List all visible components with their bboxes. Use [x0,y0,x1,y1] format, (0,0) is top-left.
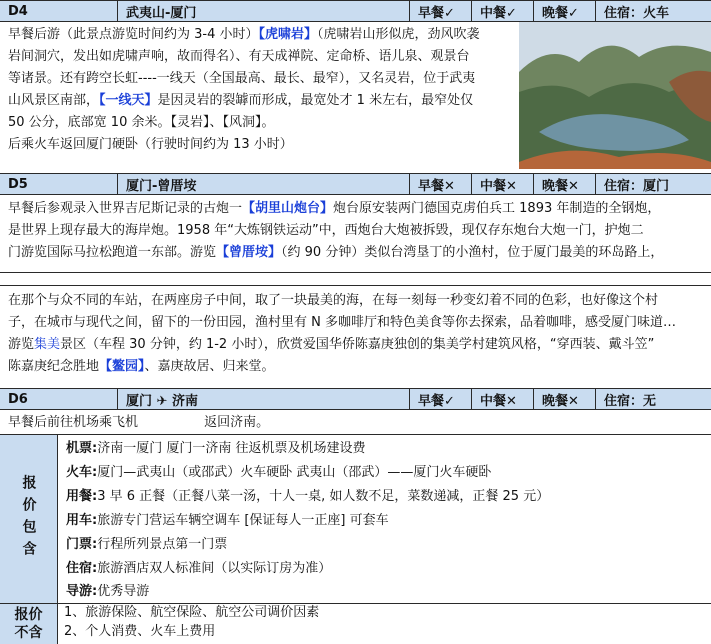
dinner-cell: 晚餐✓ [534,1,596,21]
text-line: 50 公分，底部宽 10 余米。【灵岩】、【风洞】。 [8,115,275,130]
text-line: 是世界上现存最大的海岸炮。1958 年“大炼钢铁运动”中，西炮台大炮被拆毁，现仅存东炮台大炮一门，护炮二 [8,223,644,238]
day-label: D4 [0,1,118,21]
dinner-cell: 晚餐✕ [534,389,596,409]
scenery-photo [519,22,711,169]
lunch-cell: 中餐✓ [472,1,534,21]
page-break [0,272,711,286]
excludes-row: 1、旅游保险、航空保险、航空公司调价因素 [64,605,320,620]
lunch-cell: 中餐✕ [472,389,534,409]
dinner-cell: 晚餐✕ [534,174,596,194]
day6-description: 早餐后前往机场乘飞机 返回济南。 [8,415,270,430]
stay-cell: 住宿：厦门 [604,178,670,194]
route-label: 厦门-曾厝垵 [118,174,410,194]
day-label: D5 [0,174,118,194]
attraction-link[interactable]: 【一线天】 [99,93,158,108]
mountain-river-image [519,22,711,169]
text-line: 岩间洞穴，发出如虎啸声响，故而得名）、有天成禅院、定命桥、语儿泉、观景台 [8,49,470,64]
includes-row: 导游:优秀导游 [66,584,150,599]
lunch-cell: 中餐✕ [472,174,534,194]
text-line: 早餐后游（此景点游览时间约为 3-4 小时）【虎啸岩】（虎啸岩山形似虎，劲风吹袭 [8,27,480,42]
text-line: 早餐后参观录入世界吉尼斯记录的古炮一【胡里山炮台】炮台原安装两门德国克虏伯兵工 1893 年制造的全钢炮， [8,201,661,216]
breakfast-cell: 早餐✓ [410,389,472,409]
text-line: 后乘火车返回厦门硬卧（行驶时间约为 13 小时） [8,137,293,152]
includes-row: 用餐:3 早 6 正餐（正餐八菜一汤，十人一桌, 如人数不足，菜数递减，正餐 25 元） [66,489,550,504]
day5-header [0,173,711,195]
text-line: 陈嘉庚纪念胜地【鳌园】、嘉庚故居、归来堂。 [8,359,275,374]
includes-row: 机票:济南一厦门 厦门一济南 往返机票及机场建设费 [66,441,366,456]
attraction-link[interactable]: 【虎啸岩】 [258,27,318,42]
breakfast-cell: 早餐✕ [410,174,472,194]
includes-side-label: 报价包含 [0,435,58,603]
text-line: 山风景区南部，【一线天】是因灵岩的裂罅而形成，最宽处才 1 米左右，最窄处仅 [8,93,474,108]
day5-description [8,198,708,264]
attraction-link[interactable]: 【曾厝垵】 [216,245,282,260]
text-line: 子，在城市与现代之间，留下的一份田园，渔村里有 N 多咖啡厅和特色美食等你去探索，品着咖啡，感受厦门味道… [8,315,676,330]
breakfast-cell: 早餐✓ [410,1,472,21]
includes-row: 住宿:旅游酒店双人标准间（以实际订房为准） [66,561,332,576]
day5-continued [8,290,708,378]
divider [0,434,711,435]
route-label: 厦门 ✈ 济南 [118,389,410,409]
excludes-row: 2、个人消费、火车上费用 [64,624,216,639]
stay-cell: 住宿：火车 [604,5,670,21]
text-line: 门游览国际马拉松跑道一东部。游览【曾厝垵】（约 90 分钟）类似台湾垦丁的小渔村，位于厦门最美的环岛路上， [8,245,664,260]
text-line: 在那个与众不同的车站，在两座房子中间，取了一块最美的海，在每一刻每一秒变幻着不同的色彩，也好像这个村 [8,293,659,308]
text-line: 游览集美景区（车程 30 分钟，约 1-2 小时），欣赏爱国华侨陈嘉庚独创的集美学村建筑风格，“穿西装、戴斗笠” [8,337,655,352]
attraction-link[interactable]: 集美 [34,337,61,352]
includes-row: 门票:行程所列景点第一门票 [66,537,228,552]
day4-description [8,24,518,156]
stay-cell: 住宿：无 [604,393,657,409]
day6-header [0,388,711,410]
includes-row: 火车:厦门—武夷山（或邵武）火车硬卧 武夷山（邵武）——厦门火车硬卧 [66,465,492,480]
excludes-side-label: 报价 不含 [0,604,58,644]
day-label: D6 [0,389,118,409]
includes-row: 用车:旅游专门营运车辆空调车 [保证每人一正座] 可套车 [66,513,389,528]
route-label: 武夷山-厦门 [118,1,410,21]
attraction-link[interactable]: 【鳌园】 [99,359,145,374]
day4-header [0,0,711,22]
text-line: 等诸景。还有跨空长虹----一线天（全国最高、最长、最窄），又名灵岩，位于武夷 [8,71,476,86]
attraction-link[interactable]: 【胡里山炮台】 [242,201,334,216]
